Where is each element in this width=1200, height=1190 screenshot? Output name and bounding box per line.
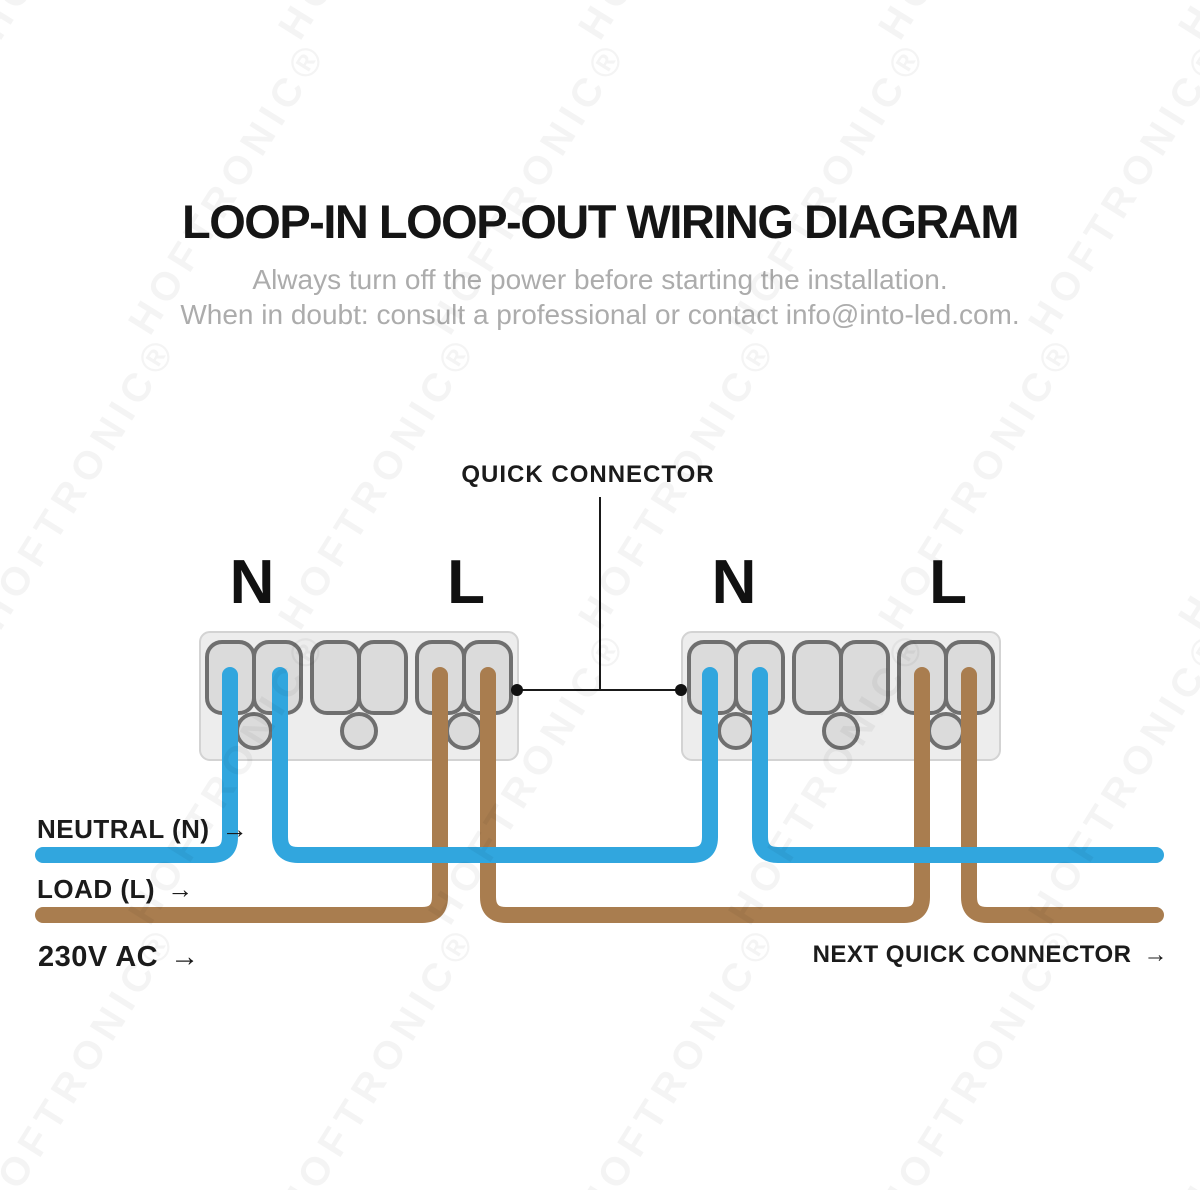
terminal-slot	[794, 642, 841, 713]
quick-connector-block-1	[200, 632, 518, 760]
terminal-slot	[359, 642, 406, 713]
supply-label	[38, 941, 200, 974]
subtitle-line-2: When in doubt: consult a professional or contact info@into-led.com.	[180, 299, 1020, 330]
neutral-wire-label	[37, 814, 248, 845]
terminal-label-n-connector2: N	[711, 548, 757, 617]
release-button	[719, 714, 753, 748]
release-button	[237, 714, 271, 748]
release-button	[447, 714, 481, 748]
arrow-right-icon: →	[1143, 941, 1168, 968]
subtitle-line-1: Always turn off the power before starting the installation.	[252, 264, 948, 295]
terminal-slot	[312, 642, 359, 713]
load-wire-label-text: LOAD (L)	[37, 874, 156, 904]
callout-pointer	[511, 497, 687, 696]
release-button	[929, 714, 963, 748]
terminal-label-l-connector2: L	[929, 548, 967, 617]
release-button	[342, 714, 376, 748]
arrow-right-icon: →	[167, 874, 194, 904]
terminal-label-n-connector1: N	[229, 548, 275, 617]
next-quick-connector-label-text: NEXT QUICK CONNECTOR	[812, 941, 1132, 968]
release-button	[824, 714, 858, 748]
quick-connector-block-2	[682, 632, 1000, 760]
callout-dot	[511, 684, 523, 696]
supply-label-text: 230V AC	[38, 941, 159, 973]
load-wire-label	[37, 874, 194, 905]
quick-connector-callout-label: QUICK CONNECTOR	[461, 461, 715, 488]
neutral-wire-label-text: NEUTRAL (N)	[37, 814, 210, 844]
terminal-slot	[841, 642, 888, 713]
arrow-right-icon: →	[221, 814, 249, 844]
arrow-right-icon: →	[170, 941, 200, 973]
terminal-label-l-connector1: L	[447, 548, 485, 617]
page-title: LOOP-IN LOOP-OUT WIRING DIAGRAM	[182, 195, 1018, 248]
next-quick-connector-label	[813, 941, 1168, 969]
subtitle	[0, 262, 1200, 332]
callout-dot	[675, 684, 687, 696]
